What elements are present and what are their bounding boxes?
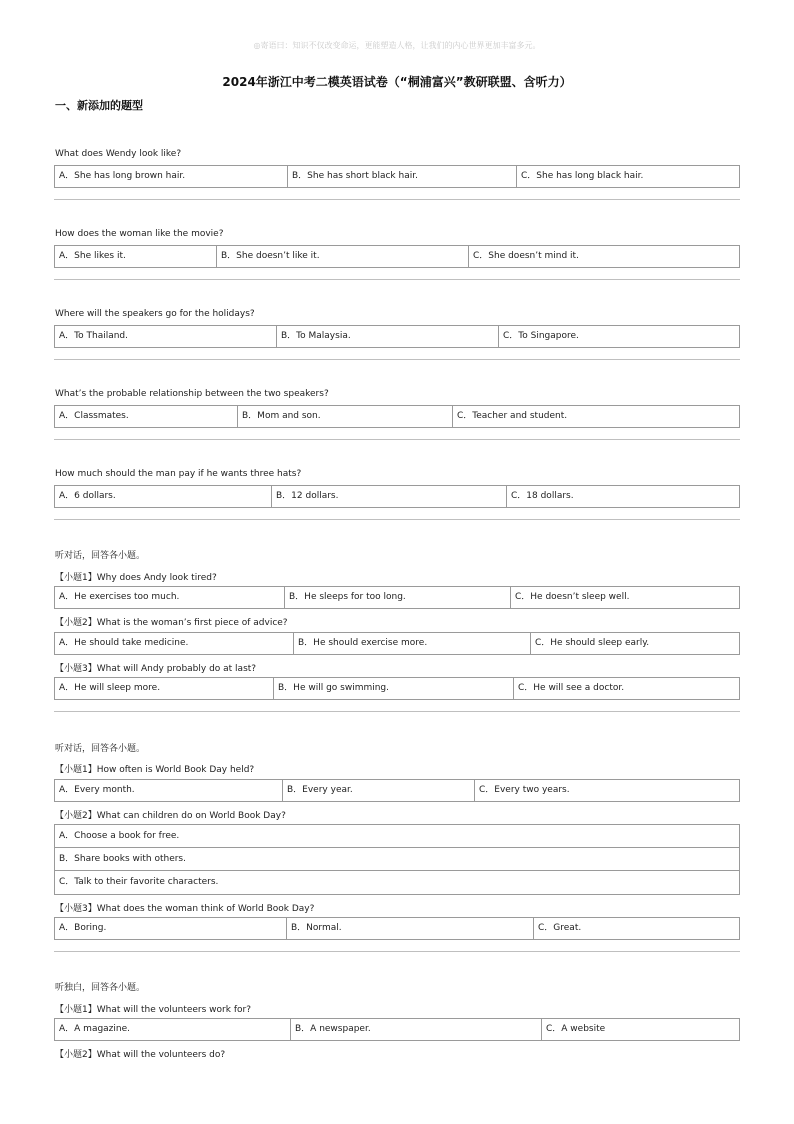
divider: [54, 519, 740, 520]
question-5-text: How much should the man pay if he wants three hats?: [55, 469, 302, 479]
group-1-instruction: 听对话，回答各小题。: [55, 551, 146, 561]
option-a[interactable]: A．She likes it.: [55, 246, 217, 267]
question-2-text: How does the woman like the movie?: [55, 229, 224, 239]
option-c[interactable]: C．Great.: [538, 923, 582, 933]
option-c[interactable]: C．He will see a doctor.: [518, 683, 625, 693]
option-c[interactable]: C．Every two years.: [479, 785, 570, 795]
option-c[interactable]: C．18 dollars.: [511, 491, 574, 501]
option-c[interactable]: C．He doesn’t sleep well.: [515, 592, 630, 602]
option-a[interactable]: A．Classmates.: [55, 406, 238, 427]
divider: [54, 359, 740, 360]
option-a[interactable]: A．6 dollars.: [55, 486, 272, 507]
group-1-sub-1-options: [54, 586, 740, 609]
option-a[interactable]: A．Every month.: [55, 780, 283, 801]
group-2-sub-2-text: 【小题2】What can children do on World Book Day?: [55, 811, 286, 821]
group-3-instruction: 听独白，回答各小题。: [55, 983, 146, 993]
divider: [54, 199, 740, 200]
option-a[interactable]: A．He will sleep more.: [55, 678, 274, 699]
group-3-sub-1-text: 【小题1】What will the volunteers work for?: [55, 1005, 251, 1015]
option-a[interactable]: A．He should take medicine.: [55, 633, 294, 654]
group-2-sub-1-options: [54, 779, 740, 802]
option-b[interactable]: B．He will go swimming.: [274, 678, 514, 699]
question-1-options: [54, 165, 740, 188]
option-c[interactable]: C．Talk to their favorite characters.: [59, 877, 219, 887]
question-3-options: [54, 325, 740, 348]
option-b[interactable]: B．Share books with others.: [55, 848, 739, 871]
group-2-sub-1-text: 【小题1】How often is World Book Day held?: [55, 765, 255, 775]
option-b[interactable]: B．She doesn’t like it.: [217, 246, 469, 267]
question-2-options: [54, 245, 740, 268]
option-b[interactable]: B．Every year.: [283, 780, 475, 801]
option-b[interactable]: B．She has short black hair.: [288, 166, 517, 187]
group-2-instruction: 听对话，回答各小题。: [55, 744, 146, 754]
group-1-sub-2-options: [54, 632, 740, 655]
option-b[interactable]: B．A newspaper.: [291, 1019, 542, 1040]
group-1-sub-2-text: 【小题2】What is the woman’s first piece of advice?: [55, 618, 288, 628]
option-a[interactable]: A．Boring.: [55, 918, 287, 939]
page-title: 2024年浙江中考二模英语试卷（“桐浦富兴”教研联盟、含听力）: [222, 75, 572, 89]
question-3-text: Where will the speakers go for the holidays?: [55, 309, 255, 319]
option-b[interactable]: B．He sleeps for too long.: [285, 587, 511, 608]
group-3-sub-2-text: 【小题2】What will the volunteers do?: [55, 1050, 226, 1060]
option-a[interactable]: A．He exercises too much.: [55, 587, 285, 608]
divider: [54, 279, 740, 280]
option-a[interactable]: A．She has long brown hair.: [55, 166, 288, 187]
option-c[interactable]: C．He should sleep early.: [535, 638, 650, 648]
option-b[interactable]: B．Mom and son.: [238, 406, 453, 427]
question-1-text: What does Wendy look like?: [55, 149, 182, 159]
question-4-options: [54, 405, 740, 428]
divider: [54, 711, 740, 712]
option-c[interactable]: C．She has long black hair.: [521, 171, 644, 181]
group-2-sub-2-options: [54, 824, 740, 895]
option-a[interactable]: A．Choose a book for free.: [55, 825, 739, 848]
divider: [54, 951, 740, 952]
question-4-text: What’s the probable relationship between the two speakers?: [55, 389, 329, 399]
option-a[interactable]: A．To Thailand.: [55, 326, 277, 347]
group-1-sub-1-text: 【小题1】Why does Andy look tired?: [55, 573, 217, 583]
option-a[interactable]: A．A magazine.: [55, 1019, 291, 1040]
option-b[interactable]: B．Normal.: [287, 918, 534, 939]
option-c[interactable]: C．A website: [546, 1024, 606, 1034]
option-b[interactable]: B．He should exercise more.: [294, 633, 531, 654]
header-motto: ◎寄语曰：知识不仅改变命运，更能塑造人格，让我们的内心世界更加丰富多元。: [253, 41, 541, 50]
group-1-sub-3-text: 【小题3】What will Andy probably do at last?: [55, 664, 257, 674]
option-c[interactable]: C．Teacher and student.: [457, 411, 568, 421]
group-1-sub-3-options: [54, 677, 740, 700]
option-c[interactable]: C．She doesn’t mind it.: [473, 251, 579, 261]
section-heading: 一、新添加的题型: [55, 99, 143, 112]
question-5-options: [54, 485, 740, 508]
group-2-sub-3-options: [54, 917, 740, 940]
divider: [54, 439, 740, 440]
option-b[interactable]: B．12 dollars.: [272, 486, 507, 507]
group-2-sub-3-text: 【小题3】What does the woman think of World Book Day?: [55, 904, 315, 914]
option-c[interactable]: C．To Singapore.: [503, 331, 579, 341]
group-3-sub-1-options: [54, 1018, 740, 1041]
option-b[interactable]: B．To Malaysia.: [277, 326, 499, 347]
